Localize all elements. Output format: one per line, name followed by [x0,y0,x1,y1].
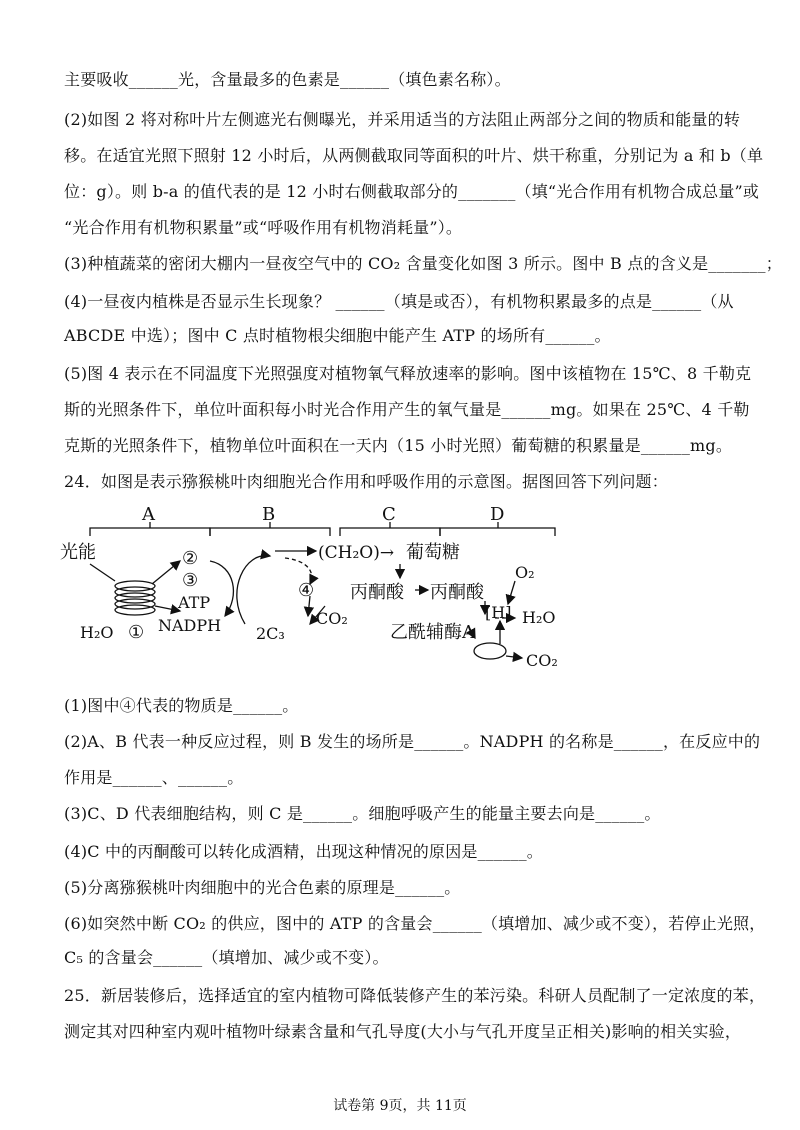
label-h2o-left: H₂O [80,623,114,642]
label-2c3: 2C₃ [256,624,285,643]
text-line: (5)图 4 表示在不同温度下光照强度对植物氧气释放速率的影响。图中该植物在 15℃、8 千勒克 [64,364,752,383]
label-pyruvate-1: 丙酮酸 [350,582,404,603]
text-line: (2)如图 2 将对称叶片左侧遮光右侧曝光，并采用适当的方法阻止两部分之间的物质和能量的转 [64,110,741,129]
text-line: 位：g）。则 b-a 的值代表的是 12 小时右侧截取部分的_______（填“光合作用有机物合成总量”或 [64,182,760,201]
text-line: 斯的光照条件下，单位叶面积每小时光合作用产生的氧气量是______mg。如果在 25℃、4 千勒 [64,400,750,419]
text-line: (5)分离猕猴桃叶肉细胞中的光合色素的原理是______。 [64,878,461,897]
text-line: (1)图中④代表的物质是______。 [64,696,299,715]
label-o2: O₂ [515,563,535,582]
question-25-title: 25．新居装修后，选择适宜的室内植物可降低装修产生的苯污染。科研人员配制了一定浓度的苯， [64,986,766,1005]
label-nadph: NADPH [158,616,222,635]
text-line: (2)A、B 代表一种反应过程，则 B 发生的场所是______。NADPH 的名称是______，在反应中的 [64,732,761,751]
label-b: B [262,506,276,525]
bracket-b [210,528,330,536]
label-a: A [142,506,155,525]
label-circle-4: ④ [298,580,315,601]
text-line: (6)如突然中断 CO₂ 的供应，图中的 ATP 的含量会______（填增加、减少或不变），若停止光照， [64,914,766,933]
label-d: D [490,506,505,525]
text-line: 克斯的光照条件下，植物单位叶面积在一天内（15 小时光照）葡萄糖的积累量是______mg。 [64,436,733,455]
label-circle-3: ③ [182,570,199,591]
page-footer: 试卷第 9页，共 11页 [333,1098,467,1114]
label-co2-right: CO₂ [526,651,558,670]
text-line: C₅ 的含量会______（填增加、减少或不变）。 [64,948,389,967]
label-co2-left: CO₂ [316,609,348,628]
label-h2o-right: H₂O [522,608,556,627]
question-24-title: 24．如图是表示猕猴桃叶肉细胞光合作用和呼吸作用的示意图。据图回答下列问题： [64,472,668,491]
label-circle-1: ① [128,622,145,643]
label-ch2o: (CH₂O)→ [318,543,395,563]
label-c: C [382,506,396,525]
thylakoid-stack-icon [115,581,155,591]
label-pyruvate-2: 丙酮酸 [430,582,484,603]
text-line: 主要吸收______光，含量最多的色素是______（填色素名称）。 [64,70,511,89]
label-atp: ATP [178,593,211,612]
text-line: (3)种植蔬菜的密闭大棚内一昼夜空气中的 CO₂ 含量变化如图 3 所示。图中 B 点的含义是_______； [64,254,782,273]
label-h: [H] [485,603,512,622]
label-acetyl-coa: 乙酰辅酶A [390,622,475,643]
bracket-c [340,528,440,536]
text-line: (4)一昼夜内植株是否显示生长现象？ ______（填是或否），有机物积累最多的点是______（从 [64,292,734,311]
photosynthesis-respiration-diagram [60,506,620,681]
text-line: 移。在适宜光照下照射 12 小时后，从两侧截取同等面积的叶片、烘干称重，分别记为 a 和 b（单 [64,146,764,165]
bracket-a [90,528,210,536]
text-line: 测定其对四种室内观叶植物叶绿素含量和气孔导度(大小与气孔开度呈正相关)影响的相关实验， [64,1022,742,1041]
krebs-cycle-icon [474,643,506,659]
text-line: 作用是______、______。 [64,768,244,787]
text-line: (3)C、D 代表细胞结构，则 C 是______。细胞呼吸产生的能量主要去向是______。 [64,804,661,823]
label-light-energy: 光能 [60,542,96,563]
text-line: (4)C 中的丙酮酸可以转化成酒精，出现这种情况的原因是______。 [64,842,543,861]
label-glucose: 葡萄糖 [406,542,460,563]
text-line: “光合作用有机物积累量”或“呼吸作用有机物消耗量”）。 [64,218,463,237]
bracket-d [440,528,555,536]
label-circle-2: ② [182,548,199,569]
text-line: ABCDE 中选）；图中 C 点时植物根尖细胞中能产生 ATP 的场所有______。 [64,326,611,345]
